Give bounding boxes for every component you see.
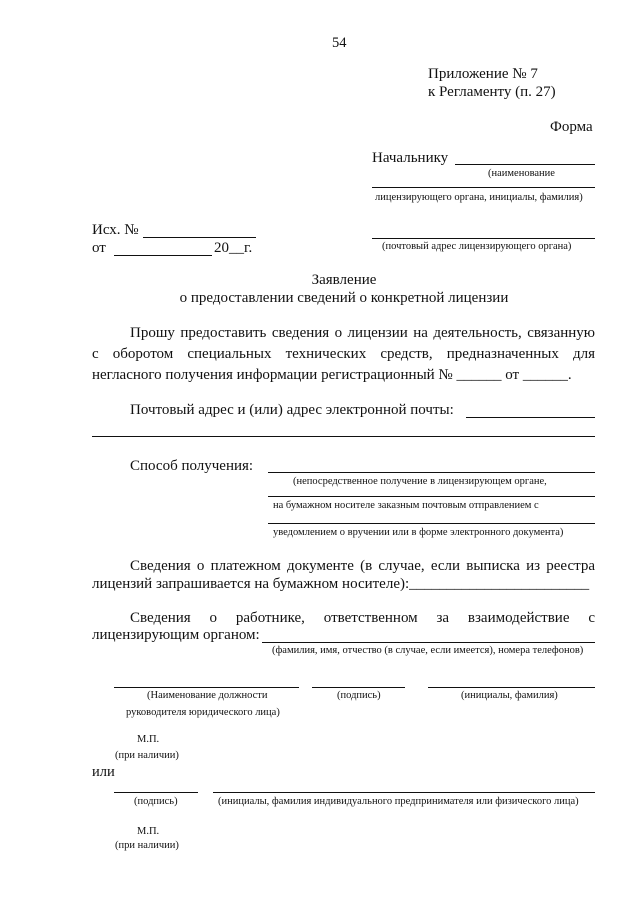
outgoing-number-line — [143, 237, 256, 238]
regulation-label: к Регламенту (п. 27) — [428, 84, 556, 100]
outgoing-number-label: Исх. № — [92, 222, 139, 238]
document-title: Заявление — [311, 272, 377, 288]
receipt-line-1 — [268, 472, 595, 473]
stamp-hint-legal: (при наличии) — [115, 750, 179, 761]
initials-line-legal — [428, 687, 595, 688]
document-subtitle: о предоставлении сведений о конкретной лицензии — [179, 290, 509, 306]
initials-line-individual — [213, 792, 595, 793]
initials-hint-legal: (инициалы, фамилия) — [461, 690, 558, 701]
employee-line — [262, 642, 595, 643]
signature-line-individual — [114, 792, 198, 793]
employee-line-2: лицензирующим органом: — [92, 627, 260, 643]
form-label: Форма — [550, 119, 593, 135]
outgoing-date-line — [114, 255, 212, 256]
page-number: 54 — [332, 35, 347, 51]
request-line-1: Прошу предоставить сведения о лицензии на деятельность, связанную — [130, 325, 595, 341]
stamp-label-individual: М.П. — [137, 826, 160, 837]
signature-line-legal — [312, 687, 405, 688]
position-hint-1: (Наименование должности — [147, 690, 268, 701]
appendix-label: Приложение № 7 — [428, 66, 538, 82]
receipt-option-1: (непосредственное получение в лицензирующем органе, — [293, 476, 547, 487]
addressee-address-hint: (почтовый адрес лицензирующего органа) — [382, 241, 572, 252]
postal-line-2 — [92, 436, 595, 437]
addressee-name-line — [455, 164, 595, 165]
postal-label: Почтовый адрес и (или) адрес электронной почты: — [130, 402, 454, 418]
position-line — [114, 687, 299, 688]
request-line-3: негласного получения информации регистрационный № ______ от ______. — [92, 367, 572, 383]
employee-hint: (фамилия, имя, отчество (в случае, если имеется), номера телефонов) — [272, 645, 584, 656]
receipt-label: Способ получения: — [130, 458, 254, 474]
receipt-line-2 — [268, 496, 595, 497]
employee-line-1: Сведения о работнике, ответственном за взаимодействие с — [130, 610, 595, 626]
or-label: или — [92, 764, 115, 780]
payment-line-1: Сведения о платежном документе (в случае, если выписка из реестра — [130, 558, 595, 574]
receipt-line-3 — [268, 523, 595, 524]
request-line-2: с оборотом специальных технических средств, предназначенных для — [92, 346, 595, 362]
payment-line-2: лицензий запрашивается на бумажном носителе):________________________ — [92, 576, 590, 592]
outgoing-from-label: от — [92, 240, 106, 256]
position-hint-2: руководителя юридического лица) — [126, 707, 280, 718]
addressee-label: Начальнику — [372, 150, 449, 166]
addressee-body-hint: лицензирующего органа, инициалы, фамилия) — [375, 192, 583, 203]
initials-hint-individual: (инициалы, фамилия индивидуального предпринимателя или физического лица) — [218, 796, 579, 807]
receipt-option-2: на бумажном носителе заказным почтовым отправлением с — [273, 500, 539, 511]
stamp-hint-individual: (при наличии) — [115, 840, 179, 851]
stamp-label-legal: М.П. — [137, 734, 160, 745]
signature-hint-individual: (подпись) — [134, 796, 178, 807]
addressee-name-hint: (наименование — [488, 168, 555, 179]
receipt-option-3: уведомлением о вручении или в форме электронного документа) — [273, 527, 564, 538]
postal-line-1 — [466, 417, 595, 418]
signature-hint-legal: (подпись) — [337, 690, 381, 701]
addressee-address-line — [372, 238, 595, 239]
addressee-body-line — [372, 187, 595, 188]
outgoing-year-label: 20__г. — [214, 240, 253, 256]
